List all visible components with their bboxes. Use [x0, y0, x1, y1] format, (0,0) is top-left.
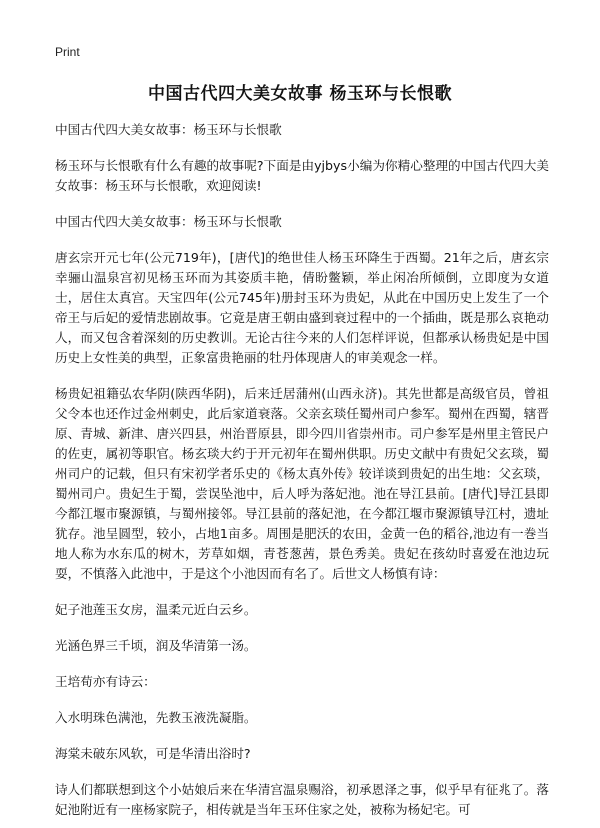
poem-line: 入水明珠色满池，先教玉液洗凝脂。: [55, 710, 257, 725]
poem-line: 光涵色界三千顷，润及华清第一汤。: [55, 638, 257, 653]
poem-line: 海棠未破东风软，可是华清出浴时?: [55, 746, 251, 761]
print-link[interactable]: Print: [55, 45, 80, 59]
article-intro-paragraph: 杨玉环与长恨歌有什么有趣的故事呢?下面是由yjbys小编为你精心整理的中国古代四大美女故事：杨玉环与长恨歌，欢迎阅读!: [55, 158, 549, 193]
article-paragraph: 唐玄宗开元七年(公元719年)，[唐代]的绝世佳人杨玉环降生于西蜀。21年之后，唐玄宗幸骊山温泉宫初见杨玉环而为其姿质丰艳，倩盼鳖颖，举止闲冶所倾倒，立即度为女道士，居住太真宫。天宝四年(公元745年)册封玉环为贵妃，从此在中国历史上发生了一个帝王与后妃的爱情悲剧故事。它竟是唐王朝由盛到衰过程中的一个插曲，既是那么哀艳动人，而又包含着深刻的历史教训。无论古往今来的人们怎样评说，但都承认杨贵妃是中国历史上女性美的典型，正象富贵艳丽的牡丹体现唐人的审美观念一样。: [55, 250, 549, 365]
article-paragraph: 杨贵妃祖籍弘农华阴(陕西华阴)，后来迁居蒲州(山西永济)。其先世都是高级官员，曾祖父令本也还作过金州刺史，此后家道衰落。父亲玄琰任蜀州司户参军。蜀州在西蜀，辖晋原、青城、新津、唐兴四县，州治晋原县，即今四川省崇州市。司户参军是州里主管民户的佐吏，属初等职官。杨玄琰大约于开元初年在蜀州供职。历史文献中有贵妃父玄琰，蜀州司户的记载，但只有宋初学者乐史的《杨太真外传》较详谈到贵妃的出生地：父玄琰，蜀州司户。贵妃生于蜀，尝误坠池中，后人呼为落妃池。池在导江县前。[唐代]导江县即今都江堰市聚源镇，与蜀州接邻。导江县前的落妃池，在今都江堰市聚源镇导江村，遗址犹存。池呈圆型，较小，占地1亩多。周围是肥沃的农田，金黄一色的稻谷,池边有一巻当地人称为水东瓜的树木，芳草如烟，青苍葱茜，景色秀美。贵妃在孩幼时喜爱在池边玩耍，不慎落入此池中，于是这个小池因而有名了。后世文人杨慎有诗：: [55, 386, 549, 581]
page-title: 中国古代四大美女故事 杨玉环与长恨歌: [148, 84, 452, 104]
poem-attribution: 王培荀亦有诗云：: [55, 674, 156, 689]
article-body: [55, 120, 549, 828]
poem-line: 妃子池莲玉女房，温柔元近白云乡。: [55, 602, 257, 617]
article-section-heading: 中国古代四大美女故事：杨玉环与长恨歌: [55, 214, 282, 229]
article-paragraph: 诗人们都联想到这个小姑娘后来在华清宫温泉赐浴，初承恩泽之事，似乎早有征兆了。落妃池附近有一座杨家院子，相传就是当年玉环住家之处，被称为杨妃宅。可: [55, 782, 549, 817]
article-subtitle: 中国古代四大美女故事：杨玉环与长恨歌: [55, 122, 282, 137]
